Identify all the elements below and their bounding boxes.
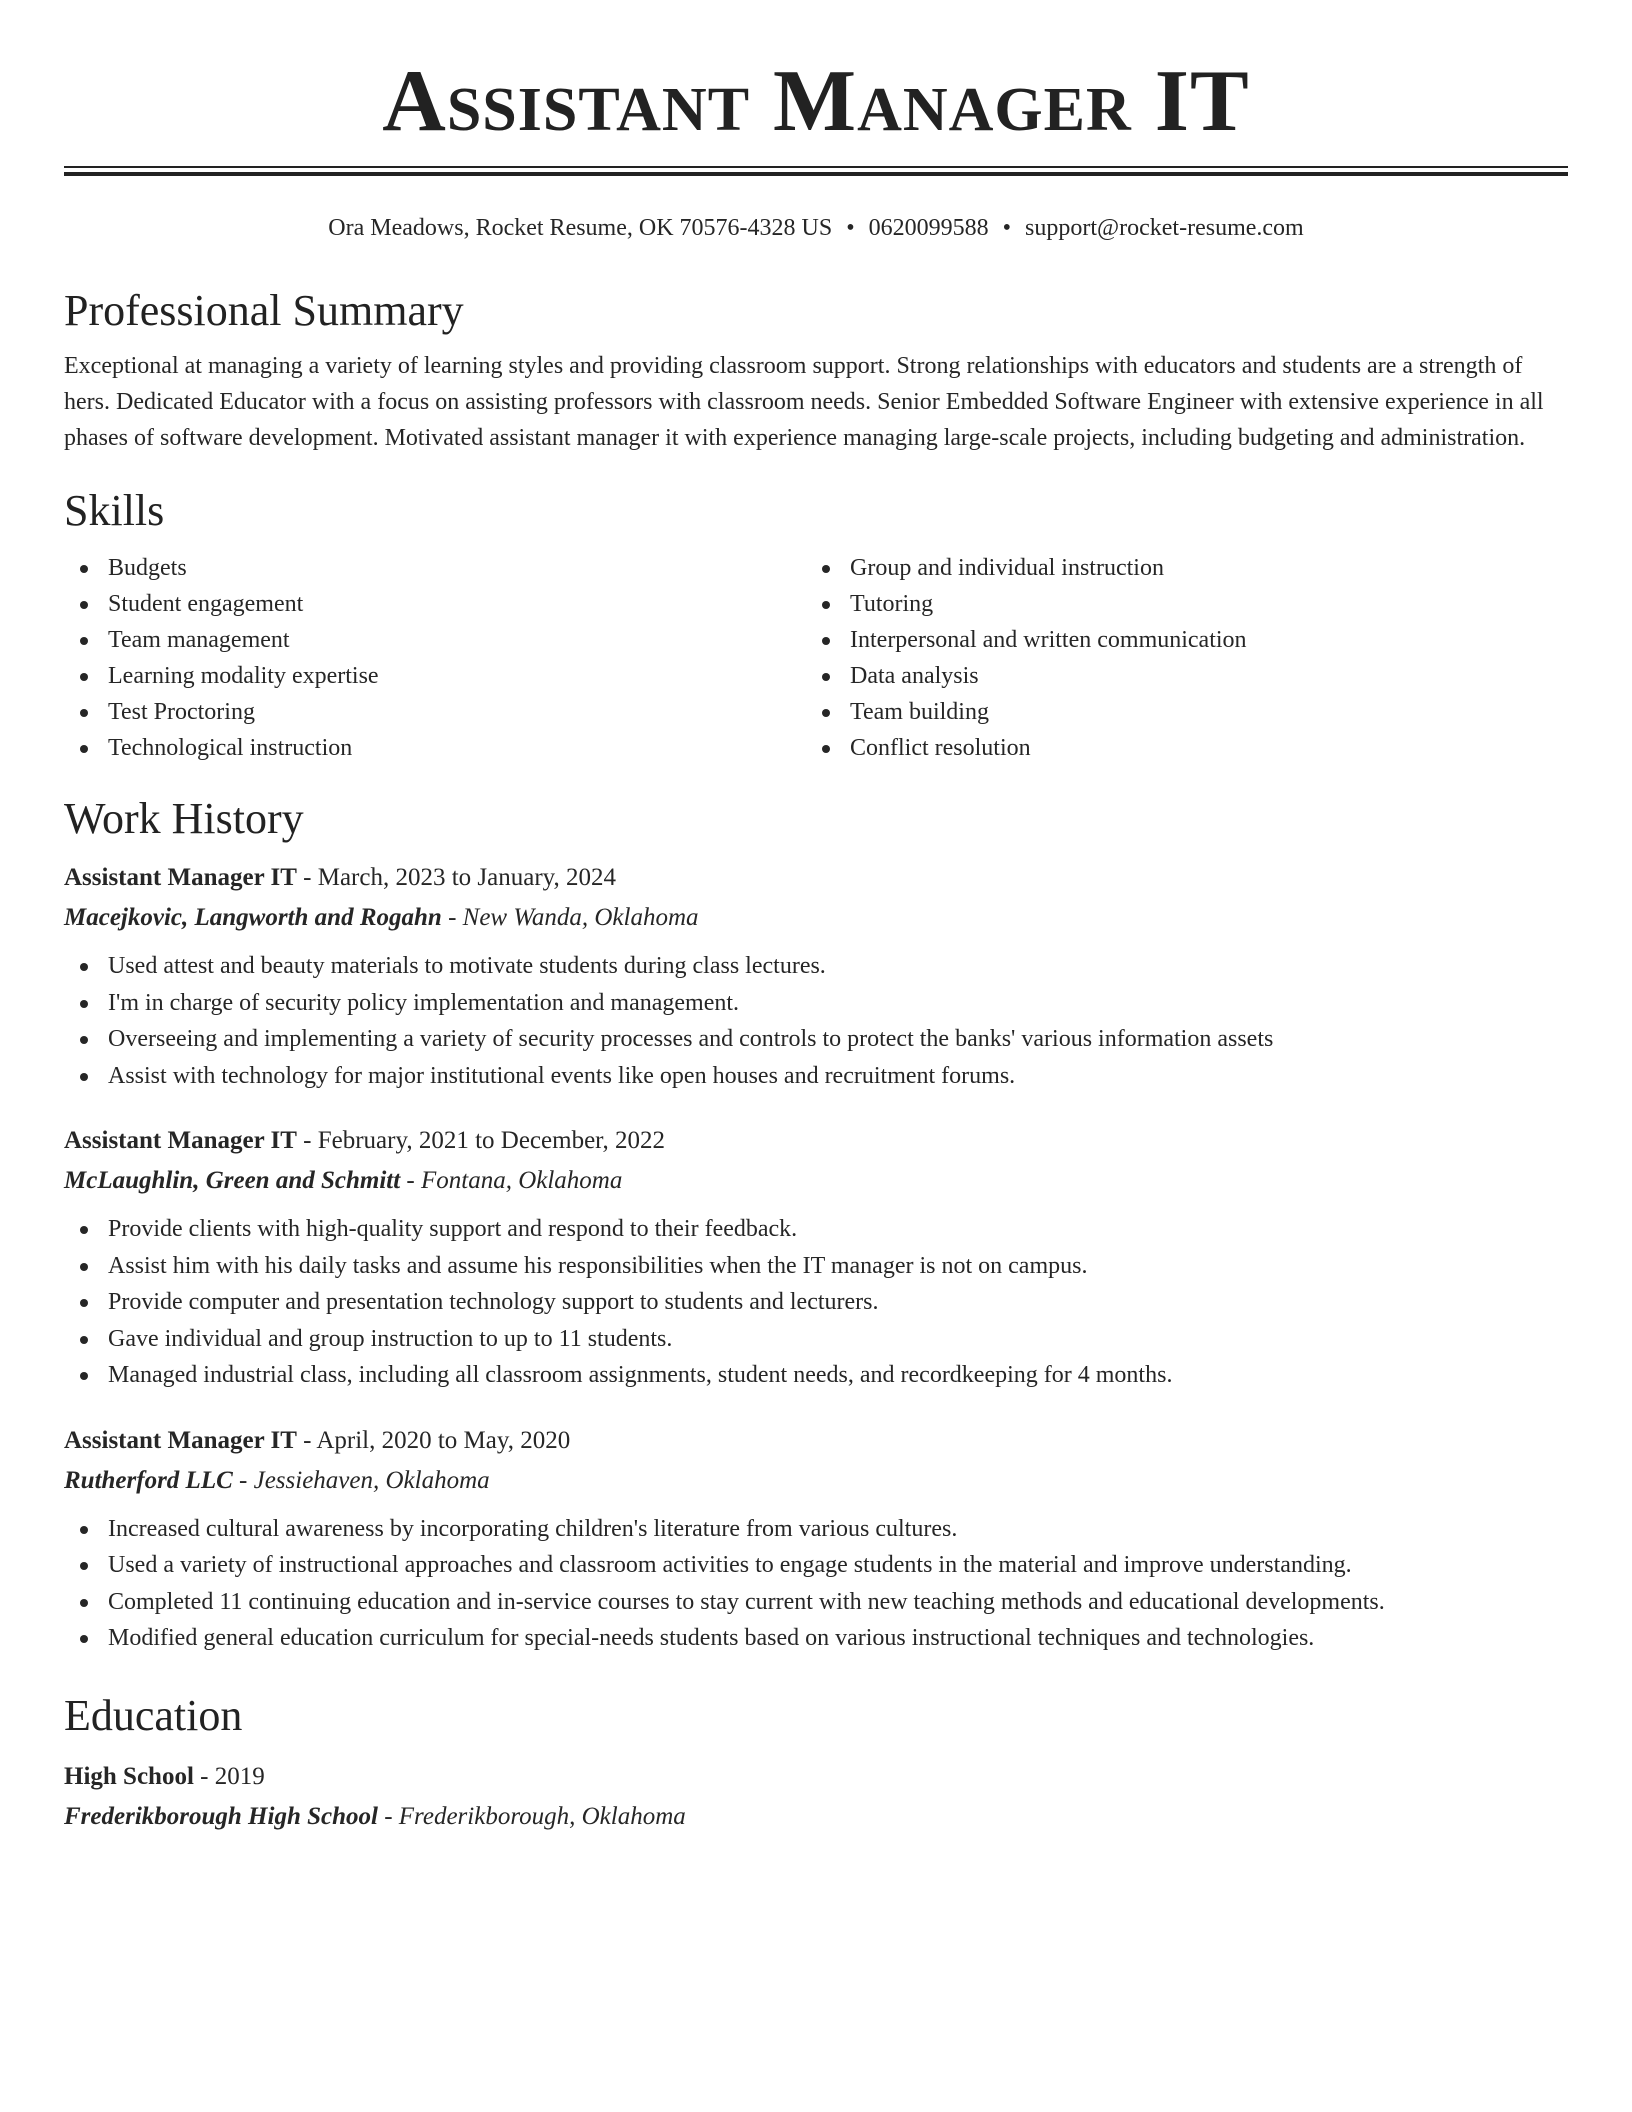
contact-separator: • bbox=[1002, 215, 1012, 241]
job-title: Assistant Manager IT bbox=[64, 1127, 297, 1154]
job-bullet: Modified general education curriculum for special-needs students based on various instructional techniques and technologies. bbox=[64, 1620, 1568, 1657]
skills-column-right bbox=[806, 550, 1548, 766]
job-bullet: Managed industrial class, including all classroom assignments, student needs, and recordkeeping for 4 months. bbox=[64, 1357, 1568, 1394]
employer-location: - New Wanda, Oklahoma bbox=[441, 904, 699, 931]
job-bullets bbox=[64, 948, 1568, 1094]
skill-item: Test Proctoring bbox=[64, 694, 806, 730]
resume-page bbox=[64, 0, 1568, 1837]
skill-item: Team management bbox=[64, 622, 806, 658]
school-line bbox=[64, 1797, 1568, 1837]
job-bullets bbox=[64, 1511, 1568, 1657]
employer-line bbox=[64, 898, 1568, 938]
job-title-line bbox=[64, 858, 1568, 898]
skill-item: Student engagement bbox=[64, 586, 806, 622]
job-bullet: Provide computer and presentation technology support to students and lecturers. bbox=[64, 1284, 1568, 1321]
job-bullets bbox=[64, 1211, 1568, 1394]
skill-item: Interpersonal and written communication bbox=[806, 622, 1548, 658]
skill-item: Technological instruction bbox=[64, 730, 806, 766]
skill-item: Team building bbox=[806, 694, 1548, 730]
job-bullet: Increased cultural awareness by incorporating children's literature from various cultures. bbox=[64, 1511, 1568, 1548]
employer-name: Rutherford LLC bbox=[64, 1466, 233, 1494]
job-dates: - March, 2023 to January, 2024 bbox=[296, 864, 617, 891]
contact-line bbox=[64, 211, 1568, 245]
contact-address: Ora Meadows, Rocket Resume, OK 70576-4328 US bbox=[328, 215, 833, 241]
education-heading: Education bbox=[64, 1690, 243, 1740]
job-bullet: I'm in charge of security policy implementation and management. bbox=[64, 985, 1568, 1022]
school-name: Frederikborough High School bbox=[64, 1802, 378, 1830]
employer-name: Macejkovic, Langworth and Rogahn bbox=[64, 904, 442, 931]
skill-item: Budgets bbox=[64, 550, 806, 586]
summary-heading: Professional Summary bbox=[64, 286, 464, 335]
degree-line bbox=[64, 1757, 1568, 1797]
job-bullet: Used attest and beauty materials to motivate students during class lectures. bbox=[64, 948, 1568, 985]
job-bullet: Completed 11 continuing education and in-service courses to stay current with new teaching methods and educational developments. bbox=[64, 1584, 1568, 1621]
skills-list bbox=[64, 550, 1568, 766]
employer-location: - Fontana, Oklahoma bbox=[400, 1167, 623, 1194]
skill-item: Group and individual instruction bbox=[806, 550, 1548, 586]
job-title: Assistant Manager IT bbox=[64, 1426, 297, 1454]
job-entry bbox=[64, 1121, 1568, 1394]
job-bullet: Gave individual and group instruction to up to 11 students. bbox=[64, 1321, 1568, 1358]
employer-line bbox=[64, 1461, 1568, 1501]
work-history-heading: Work History bbox=[64, 794, 304, 843]
job-title-line bbox=[64, 1421, 1568, 1461]
skills-column-left bbox=[64, 550, 806, 766]
skill-item: Tutoring bbox=[806, 586, 1548, 622]
contact-phone: 0620099588 bbox=[868, 215, 989, 241]
job-bullet: Provide clients with high-quality support and respond to their feedback. bbox=[64, 1211, 1568, 1248]
job-entry bbox=[64, 1421, 1568, 1657]
skills-heading: Skills bbox=[64, 486, 165, 535]
summary-text: Exceptional at managing a variety of learning styles and providing classroom support. Strong relationships with educators and students are a strength of hers. Dedicated Educator with a focus on assisting professors with classroom needs. Senior Embedded Software Engineer with extensive experience in all phases of software development. Motivated assistant manager it with experience managing large-scale projects, including budgeting and administration. bbox=[64, 353, 1544, 451]
job-bullet: Used a variety of instructional approaches and classroom activities to engage students in the material and improve understanding. bbox=[64, 1547, 1568, 1584]
job-entry bbox=[64, 858, 1568, 1094]
school-location: - Frederikborough, Oklahoma bbox=[377, 1802, 686, 1830]
skill-item: Learning modality expertise bbox=[64, 658, 806, 694]
skill-item: Data analysis bbox=[806, 658, 1548, 694]
graduation-year: - 2019 bbox=[193, 1762, 265, 1790]
job-bullet: Overseeing and implementing a variety of security processes and controls to protect the banks' various information assets bbox=[64, 1021, 1568, 1058]
employer-name: McLaughlin, Green and Schmitt bbox=[64, 1167, 401, 1194]
job-title-line bbox=[64, 1121, 1568, 1161]
education-entry bbox=[64, 1757, 1568, 1837]
title-divider bbox=[64, 166, 1568, 176]
employer-line bbox=[64, 1161, 1568, 1201]
skill-item: Conflict resolution bbox=[806, 730, 1548, 766]
job-bullet: Assist him with his daily tasks and assume his responsibilities when the IT manager is not on campus. bbox=[64, 1248, 1568, 1285]
degree: High School bbox=[64, 1762, 194, 1790]
job-dates: - February, 2021 to December, 2022 bbox=[296, 1127, 665, 1154]
job-title: Assistant Manager IT bbox=[64, 864, 297, 891]
job-dates: - April, 2020 to May, 2020 bbox=[296, 1426, 571, 1454]
contact-separator: • bbox=[846, 215, 855, 241]
job-bullet: Assist with technology for major institutional events like open houses and recruitment forums. bbox=[64, 1058, 1568, 1095]
contact-email: support@rocket-resume.com bbox=[1025, 215, 1304, 241]
employer-location: - Jessiehaven, Oklahoma bbox=[232, 1466, 490, 1494]
resume-title: Assistant Manager IT bbox=[382, 53, 1250, 150]
